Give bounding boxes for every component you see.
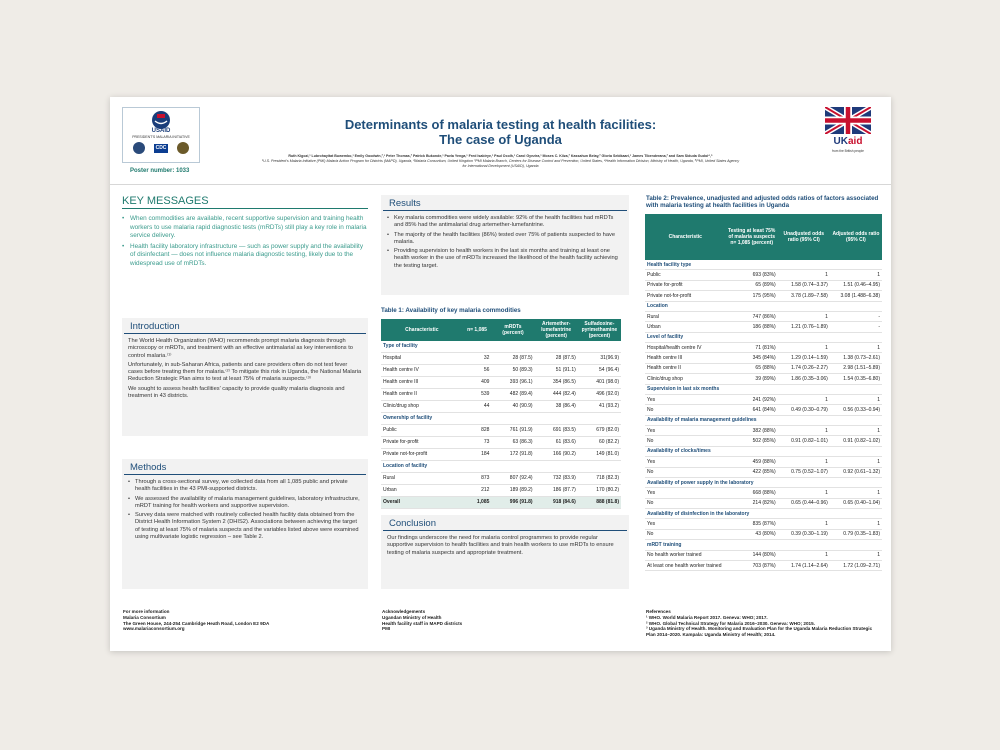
- table-cell: 0.91 (0.82–1.02): [830, 436, 882, 446]
- state-seal-icon: [177, 142, 189, 154]
- table-cell: 0.56 (0.33–0.94): [830, 405, 882, 415]
- table-cell: 1: [778, 488, 830, 498]
- footer-info-title: For more information: [123, 609, 170, 614]
- table-cell: 186 (87.7): [535, 484, 578, 496]
- table2: [645, 214, 882, 571]
- methods-body: [122, 475, 368, 547]
- table-cell: 0.39 (0.30–1.19): [778, 529, 830, 539]
- group-label: Availability of clocks/times: [645, 446, 882, 456]
- intro-paragraph: The World Health Organization (WHO) recommends prompt malaria diagnosis through microscopy or mRDTs, and treatment with an effective antimalarial as key interventions to control malaria.⁽¹⁾: [128, 338, 353, 359]
- methods-title: Methods: [124, 459, 366, 475]
- footer-info-line: Malaria Consortium: [123, 614, 166, 620]
- table-cell: No: [645, 467, 726, 477]
- table-cell: 1: [778, 343, 830, 353]
- table-cell: 3.08 (1.488–6.38): [830, 291, 882, 301]
- table-cell: Rural: [381, 472, 463, 484]
- poster-title: [260, 117, 741, 147]
- table-cell: 1.51 (0.46–4.95): [830, 280, 882, 290]
- table-cell: Health centre II: [381, 388, 463, 400]
- table-cell: 172 (91.8): [491, 448, 534, 460]
- table-cell: 1: [778, 457, 830, 467]
- table2-header-row: [645, 214, 882, 260]
- table-group-row: [645, 446, 882, 456]
- footer-ack-line: Health facility staff in MAPD districts: [382, 620, 463, 626]
- authors-block: [260, 154, 741, 169]
- table-cell: Yes: [645, 488, 726, 498]
- header-divider: [110, 184, 891, 185]
- table-row: [645, 343, 882, 353]
- table-cell: 51 (91.1): [535, 364, 578, 376]
- table-row: [645, 405, 882, 415]
- table-cell: Private for-profit: [381, 436, 463, 448]
- ukaid-logo: [825, 107, 871, 157]
- table-cell: 212: [463, 484, 492, 496]
- table-cell: 63 (86.3): [491, 436, 534, 448]
- table-cell: 71 (81%): [726, 343, 778, 353]
- table-row: [645, 394, 882, 404]
- author-list: Ruth Kigozi,¹ Lubrohayitat Buwembo,¹ Emily Goodwin,²,³ Peter Thomas,² Patrick Bukonde,¹ Pavla Yenga,¹ Fred Isabirye,¹ Paul Ocolh,¹ Carol Gyezira,¹ Moses C. Kiiza,² Kassahun Belay,² Gloria Sebikaari,¹ James Tibenderana,² and Sam Siduda Gudoi⁴,⁵: [288, 154, 713, 158]
- table-cell: 668 (88%): [726, 488, 778, 498]
- table-cell: 718 (82.3): [578, 472, 621, 484]
- table-cell: 0.79 (0.35–1.83): [830, 529, 882, 539]
- table-cell: 761 (91.9): [491, 424, 534, 436]
- table-row: [381, 448, 621, 460]
- table-group-row: [645, 332, 882, 342]
- methods-item: • Survey data were matched with routinely collected health facility data obtained from the District Health Information System 2 (DHIS2). Associations between achieving the target of testing at least 75% of malaria suspects and the variables listed above were examined using multivariate logistic regression – see Table 2.: [128, 512, 362, 541]
- table-cell: Health centre III: [381, 376, 463, 388]
- results-item: • Key malaria commodities were widely available: 92% of the health facilities had mRDTs and 85% had the antimalarial drug artemether-lumefantrine.: [387, 215, 623, 230]
- table-cell: 2.98 (1.51–5.89): [830, 363, 882, 373]
- table-cell: 1.72 (1.09–2.71): [830, 560, 882, 570]
- table-cell: 393 (96.1): [491, 376, 534, 388]
- table-cell: Private not-for-profit: [381, 448, 463, 460]
- table-group-row: [645, 260, 882, 270]
- footer-ack-line: PMI: [382, 626, 391, 632]
- table-cell: 1: [778, 311, 830, 321]
- table-cell: 382 (88%): [726, 426, 778, 436]
- title-line-2: The case of Uganda: [439, 132, 562, 147]
- table-row: [645, 550, 882, 560]
- table-row: [645, 467, 882, 477]
- table-cell: 401 (98.0): [578, 376, 621, 388]
- table-cell: 354 (86.5): [535, 376, 578, 388]
- footer-acknowledgements: [382, 609, 622, 632]
- group-label: Ownership of facility: [381, 412, 621, 424]
- table-row: [381, 424, 621, 436]
- table-cell: 502 (85%): [726, 436, 778, 446]
- table-group-row: [381, 341, 621, 352]
- table-cell: 1: [830, 343, 882, 353]
- table-cell: At least one health worker trained: [645, 560, 726, 570]
- table-cell: 144 (80%): [726, 550, 778, 560]
- table-header: n= 1,085: [463, 319, 492, 341]
- table2-title: Table 2: Prevalence, unadjusted and adjusted odds ratios of factors associated with malaria testing at health facilities in Uganda: [646, 195, 879, 210]
- footer-ack-title: Acknowledgements: [382, 609, 426, 614]
- group-label: Location: [645, 301, 882, 311]
- pmi-wordmark: PRESIDENT'S MALARIA INITIATIVE: [132, 135, 190, 139]
- table-cell: 0.91 (0.82–1.01): [778, 436, 830, 446]
- table-cell: 1.74 (1.14–2.64): [778, 560, 830, 570]
- methods-item: • Through a cross-sectional survey, we collected data from all 1,085 public and private health facilities in the 43 PMI-supported districts.: [128, 479, 362, 494]
- table-row: [645, 374, 882, 384]
- group-label: Health facility type: [645, 260, 882, 270]
- table-header: mRDTs (percent): [491, 319, 534, 341]
- table-cell: 56: [463, 364, 492, 376]
- introduction-title: Introduction: [124, 318, 366, 334]
- table-cell: 1: [778, 270, 830, 280]
- footer-ref-title: References: [646, 609, 671, 614]
- key-message-item: • Health facility laboratory infrastructure — such as power supply and the availability of disinfectant — does not influence malaria diagnostic testing, likely due to the widespread use of mRDTs.: [122, 243, 368, 269]
- table-cell: 482 (89.4): [491, 388, 534, 400]
- table2-body: [645, 260, 882, 571]
- group-label: Availability of power supply in the laboratory: [645, 477, 882, 487]
- table-cell: 888 (81.8): [578, 496, 621, 508]
- table-cell: 1: [778, 426, 830, 436]
- table-cell: Yes: [645, 426, 726, 436]
- table-cell: 345 (84%): [726, 353, 778, 363]
- table-cell: 43 (80%): [726, 529, 778, 539]
- table-cell: Public: [381, 424, 463, 436]
- methods-item: • We assessed the availability of malaria management guidelines, laboratory infrastructure, mRDT training for health workers and supportive supervision.: [128, 496, 362, 511]
- table-cell: 747 (86%): [726, 311, 778, 321]
- table-cell: 0.65 (0.44–0.96): [778, 498, 830, 508]
- table-row: [645, 363, 882, 373]
- table-cell: 1: [830, 457, 882, 467]
- table-row: [381, 472, 621, 484]
- footer-ack-line: Ugandan Ministry of Health: [382, 614, 442, 620]
- table-row: [645, 322, 882, 332]
- table-cell: 32: [463, 352, 492, 364]
- table-cell: 1: [830, 426, 882, 436]
- footer-contact: [123, 609, 363, 632]
- key-messages-list: [122, 215, 368, 269]
- table-cell: No health worker trained: [645, 550, 726, 560]
- table1-body: [381, 341, 621, 508]
- table-cell: 1: [830, 270, 882, 280]
- table-group-row: [645, 415, 882, 425]
- table-cell: 409: [463, 376, 492, 388]
- table-cell: Clinic/drug shop: [645, 374, 726, 384]
- table-header: Adjusted odds ratio (95% CI): [830, 214, 882, 260]
- table-cell: 873: [463, 472, 492, 484]
- table-header: Unadjusted odds ratio (95% CI): [778, 214, 830, 260]
- table-total-row: [381, 496, 621, 508]
- table-group-row: [381, 412, 621, 424]
- results-item: • The majority of the health facilities (86%) tested over 75% of patients suspected to have malaria.: [387, 232, 623, 247]
- table-cell: 0.92 (0.61–1.32): [830, 467, 882, 477]
- table-row: [381, 484, 621, 496]
- table-row: [381, 388, 621, 400]
- table-cell: 828: [463, 424, 492, 436]
- table-cell: Overall: [381, 496, 463, 508]
- results-body: [381, 211, 629, 276]
- table-cell: No: [645, 498, 726, 508]
- group-label: Availability of malaria management guidelines: [645, 415, 882, 425]
- table-cell: Private for-profit: [645, 280, 726, 290]
- footer-ref-line: ² WHO. Global Technical Strategy for Malaria 2016–2030. Geneva: WHO; 2015.: [646, 620, 815, 626]
- table-cell: 641 (84%): [726, 405, 778, 415]
- table-row: [645, 426, 882, 436]
- intro-paragraph: We sought to assess health facilities' capacity to provide quality malaria diagnosis and treatment in 43 districts.: [128, 385, 345, 400]
- footer-ref-line: ³ Uganda Ministry of Health. Monitoring and Evaluation Plan for the Uganda Malaria Reduction Strategic Plan 2014–2020. Kampala: Uganda Ministry of Health; 2014.: [646, 626, 873, 638]
- intro-paragraph: Unfortunately, in sub-Saharan Africa, patients and care providers often do not test fever cases before treating them for malaria.⁽²⁾ To mitigate this risk in Uganda, the National Malaria Reduction Strategic Plan aims to test at least 75% of malaria suspects.⁽³⁾: [128, 361, 362, 383]
- table-row: [645, 498, 882, 508]
- table-row: [645, 560, 882, 570]
- table-cell: 1.54 (0.35–6.80): [830, 374, 882, 384]
- poster: [110, 97, 891, 651]
- table-cell: Yes: [645, 394, 726, 404]
- table-row: [381, 436, 621, 448]
- table-cell: Rural: [645, 311, 726, 321]
- partner-logos: [122, 107, 200, 163]
- table-cell: 1: [830, 394, 882, 404]
- table-row: [645, 529, 882, 539]
- table-cell: 175 (95%): [726, 291, 778, 301]
- table-cell: Yes: [645, 519, 726, 529]
- group-label: Type of facility: [381, 341, 621, 352]
- table-row: [381, 376, 621, 388]
- table-header: Testing at least 75% of malaria suspects n= 1,085 (percent): [726, 214, 778, 260]
- table-header: Characteristic: [381, 319, 463, 341]
- conclusion-title: Conclusion: [383, 515, 627, 531]
- table-cell: 28 (87.5): [535, 352, 578, 364]
- table-cell: Urban: [645, 322, 726, 332]
- table-cell: 703 (87%): [726, 560, 778, 570]
- footer-references: [646, 609, 882, 638]
- table-row: [645, 519, 882, 529]
- table-cell: 807 (92.4): [491, 472, 534, 484]
- table-row: [645, 488, 882, 498]
- table-group-row: [645, 301, 882, 311]
- table-cell: 679 (82.0): [578, 424, 621, 436]
- group-label: Supervision in last six months: [645, 384, 882, 394]
- table-cell: 459 (88%): [726, 457, 778, 467]
- group-label: mRDT training: [645, 540, 882, 550]
- footer-ref-line: ¹ WHO. World Malaria Report 2017. Geneva: WHO; 2017.: [646, 614, 768, 620]
- table-cell: 166 (90.2): [535, 448, 578, 460]
- table-cell: 1.38 (0.73–2.61): [830, 353, 882, 363]
- table-cell: Hospital/health centre IV: [645, 343, 726, 353]
- introduction-body: [122, 334, 368, 406]
- table-header: Artemether-lumefantrine (percent): [535, 319, 578, 341]
- table-cell: 444 (82.4): [535, 388, 578, 400]
- table-cell: 214 (82%): [726, 498, 778, 508]
- table-row: [645, 280, 882, 290]
- table-cell: 1: [830, 519, 882, 529]
- table1: [381, 319, 621, 509]
- table-group-row: [645, 509, 882, 519]
- table-group-row: [645, 540, 882, 550]
- table-cell: Urban: [381, 484, 463, 496]
- affiliations: ¹U.S. President's Malaria Initiative (PMI) Malaria Action Program for Districts (MAPD), Uganda, ²Malaria Consortium, United Kingdom ³PMI Malaria Branch, Centers for Disease Control and Prevention, United States, ⁴Health Information Division, Ministry of Health, Uganda, ⁵PMI, United States Agency for International Development (USAID), Uganda: [261, 159, 740, 168]
- group-label: Location of facility: [381, 460, 621, 472]
- table-cell: 0.75 (0.52–1.07): [778, 467, 830, 477]
- table-cell: 41 (93.2): [578, 400, 621, 412]
- union-flag-icon: [825, 107, 871, 134]
- table-cell: -: [830, 322, 882, 332]
- table-cell: 1.58 (0.74–3.37): [778, 280, 830, 290]
- table-header: Sulfadoxine-pyrimethamine (percent): [578, 319, 621, 341]
- usaid-seal-icon: [151, 110, 171, 130]
- table-cell: 732 (83.9): [535, 472, 578, 484]
- table-cell: 918 (84.6): [535, 496, 578, 508]
- table-cell: 1.29 (0.14–1.59): [778, 353, 830, 363]
- table-cell: Private not-for-profit: [645, 291, 726, 301]
- table-row: [645, 436, 882, 446]
- results-title: Results: [383, 195, 627, 211]
- table-header: Characteristic: [645, 214, 726, 260]
- table-cell: 241 (92%): [726, 394, 778, 404]
- results-item: • Providing supervision to health workers in the last six months and training at least one health worker in the use of mRDTs increased the likelihood of the health facility achieving the testing target.: [387, 248, 623, 270]
- table-cell: 422 (85%): [726, 467, 778, 477]
- table-cell: 1: [778, 550, 830, 560]
- table-row: [645, 353, 882, 363]
- group-label: Availability of disinfection in the laboratory: [645, 509, 882, 519]
- key-messages-title: KEY MESSAGES: [122, 195, 368, 209]
- footer-info-line: www.malariaconsortium.org: [123, 626, 185, 632]
- table-cell: 1.86 (0.35–3.06): [778, 374, 830, 384]
- table-cell: 1.74 (0.26–2.27): [778, 363, 830, 373]
- table-cell: 54 (96.4): [578, 364, 621, 376]
- table-cell: Health centre II: [645, 363, 726, 373]
- table-cell: Hospital: [381, 352, 463, 364]
- title-line-1: Determinants of malaria testing at health facilities:: [344, 117, 657, 132]
- poster-number: Poster number: 1033: [130, 168, 190, 174]
- group-label: Level of facility: [645, 332, 882, 342]
- table-cell: Clinic/drug shop: [381, 400, 463, 412]
- table-cell: 73: [463, 436, 492, 448]
- table-cell: 28 (87.5): [491, 352, 534, 364]
- table-cell: Public: [645, 270, 726, 280]
- table-row: [645, 457, 882, 467]
- table-cell: 693 (83%): [726, 270, 778, 280]
- table-row: [645, 270, 882, 280]
- table-row: [645, 291, 882, 301]
- table1-title: Table 1: Availability of key malaria commodities: [381, 307, 521, 314]
- table-cell: 186 (88%): [726, 322, 778, 332]
- table1-header-row: [381, 319, 621, 341]
- table-cell: 0.49 (0.30–0.79): [778, 405, 830, 415]
- table-cell: 184: [463, 448, 492, 460]
- table-cell: 1: [830, 550, 882, 560]
- usaid-wordmark: USAID: [151, 128, 171, 134]
- table-group-row: [381, 460, 621, 472]
- table-cell: 50 (89.3): [491, 364, 534, 376]
- table-cell: 1: [830, 488, 882, 498]
- table-cell: 1.21 (0.76–1.89): [778, 322, 830, 332]
- ukaid-tagline: from the British people: [832, 149, 864, 153]
- table-group-row: [645, 477, 882, 487]
- table-cell: 38 (86.4): [535, 400, 578, 412]
- table-cell: 65 (88%): [726, 363, 778, 373]
- table-cell: 1: [778, 519, 830, 529]
- table-cell: 40 (90.9): [491, 400, 534, 412]
- table-cell: No: [645, 529, 726, 539]
- table-cell: 996 (91.8): [491, 496, 534, 508]
- table-row: [381, 352, 621, 364]
- key-message-item: • When commodities are available, recent supportive supervision and training health workers to use malaria rapid diagnostic tests (mRDTs) still play a key role in malaria service delivery.: [122, 215, 368, 241]
- table-cell: 835 (87%): [726, 519, 778, 529]
- table-cell: 1: [778, 394, 830, 404]
- table-cell: 65 (89%): [726, 280, 778, 290]
- table-cell: No: [645, 436, 726, 446]
- table-cell: 539: [463, 388, 492, 400]
- table-cell: 149 (81.0): [578, 448, 621, 460]
- table-row: [645, 311, 882, 321]
- footer-info-line: The Green House, 244-254 Cambridge Heath Road, London E2 9DA: [123, 620, 270, 626]
- table-cell: 44: [463, 400, 492, 412]
- table-group-row: [645, 384, 882, 394]
- table-cell: 39 (89%): [726, 374, 778, 384]
- table-cell: 60 (82.2): [578, 436, 621, 448]
- results-panel: [381, 195, 629, 295]
- hhs-seal-icon: [133, 142, 145, 154]
- table-cell: 691 (83.5): [535, 424, 578, 436]
- key-messages-section: [122, 191, 368, 271]
- table-cell: 31(96.9): [578, 352, 621, 364]
- table-cell: 61 (83.6): [535, 436, 578, 448]
- methods-panel: [122, 459, 368, 589]
- table-cell: -: [830, 311, 882, 321]
- cdc-logo: CDC: [155, 145, 167, 151]
- table-cell: 189 (89.2): [491, 484, 534, 496]
- table-cell: Health centre III: [645, 353, 726, 363]
- table-cell: 496 (92.0): [578, 388, 621, 400]
- ukaid-wordmark: UKaid: [833, 136, 863, 147]
- introduction-panel: [122, 318, 368, 436]
- table-cell: Yes: [645, 457, 726, 467]
- table-row: [381, 364, 621, 376]
- table-cell: 1,085: [463, 496, 492, 508]
- table-cell: Health centre IV: [381, 364, 463, 376]
- table-cell: 3.78 (1.89–7.58): [778, 291, 830, 301]
- table-row: [381, 400, 621, 412]
- table-cell: No: [645, 405, 726, 415]
- table-cell: 0.65 (0.40–1.04): [830, 498, 882, 508]
- conclusion-body: Our findings underscore the need for malaria control programmes to provide regular supportive supervision to health facilities and train health workers to use mRDTs to ensure testing of malaria suspects and appropriate treatment.: [387, 535, 614, 556]
- conclusion-panel: [381, 515, 629, 589]
- table-cell: 170 (80.2): [578, 484, 621, 496]
